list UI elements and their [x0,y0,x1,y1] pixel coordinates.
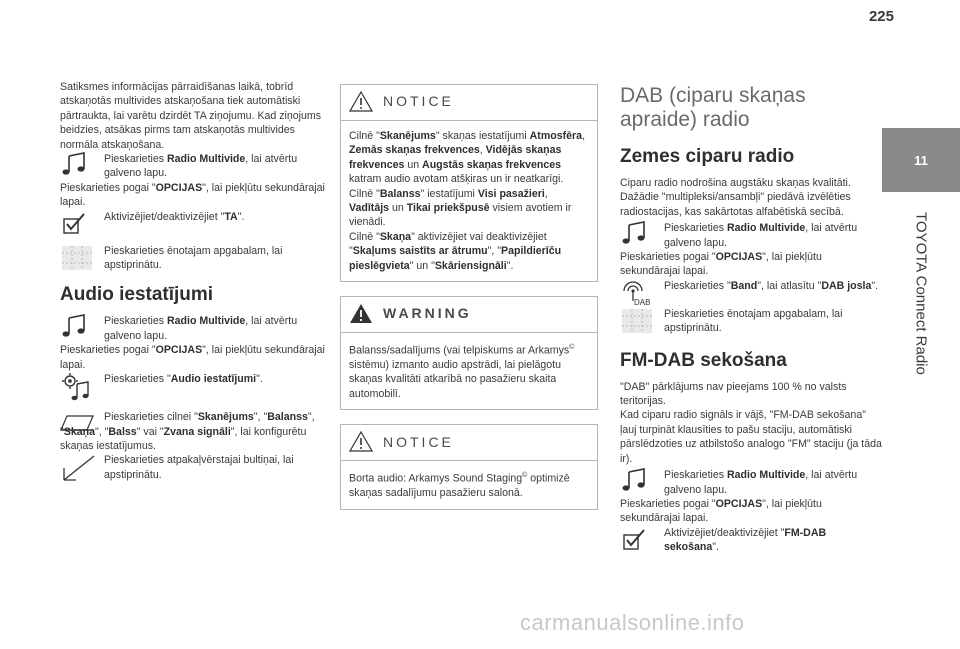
warning-triangle-filled-icon [349,303,373,324]
step-dab-confirm: Pieskarieties ēnotajam apgabalam, lai apstiprinātu. [620,307,882,336]
step-fm-radio-media: Pieskarieties Radio Multivide, lai atvērtu galveno lapu. [620,468,882,497]
column-3 [620,84,882,555]
heading-audio-settings: Audio iestatījumi [60,284,214,306]
notice-title: NOTICE [383,93,454,110]
notice-box-1 [340,84,598,282]
music-note-icon [60,314,90,340]
step-audio-options: Pieskarieties pogai "OPCIJAS", lai piekļūtu sekundārajai lapai. [60,344,325,371]
notice-box-2 [340,424,598,509]
warning-box [340,296,598,410]
notice-title: NOTICE [383,433,454,450]
shaded-area-icon [620,307,654,335]
gear-music-icon [60,372,92,402]
page-number: 225 [868,8,894,25]
terrestrial-intro-2: Dažādie "multipleksi/ansambļi" piedāvā izvēlēties radiostacijas, kas sakārtotas alfabētiskā secībā. [620,191,851,218]
step-confirm: Pieskarieties ēnotajam apgabalam, lai apstiprinātu. [60,244,328,273]
column-1 [60,80,328,482]
notice-2-text: Borta audio: Arkamys Sound Staging© optimizē skaņas sadalījumu pasažieru salonā. [349,472,570,500]
tab-icon [60,410,94,432]
step-fm-options: Pieskarieties pogai "OPCIJAS", lai piekļūtu sekundārajai lapai. [620,497,822,525]
step-audio-settings: Pieskarieties "Audio iestatījumi". [60,372,328,404]
dab-broadcast-icon [620,279,654,307]
shaded-area-icon [60,244,94,272]
heading-fm-dab: FM-DAB sekošana [620,349,787,371]
notice-1-text: Cilnē "Skanējums" skaņas iestatījumi Atmosfēra, Zemās skaņas frekvences, Vidējās skaņas frekvences un Augstās skaņas frekvences katram audio avotam atšķiras un ir neatkarīgi. Cilnē "Balanss" iestatījumi Visi pasažieri, Vadītājs un Tikai priekšpusē visiem avotiem ir vienādi. Cilnē "Skaņa" aktivizējiet vai deaktivizējiet "Skaļums saistīts ar ātrumu", "Papildierīču pieslēgvieta" un "Skāriensignāli". [349,130,586,272]
music-note-icon [620,221,650,247]
back-arrow-icon [60,453,96,483]
watermark: carmanualsonline.info [520,610,745,635]
step-audio-radio-media: Pieskarieties Radio Multivide, lai atvērtu galveno lapu. [60,314,328,343]
step-radio-media: Pieskarieties Radio Multivide, lai atvērtu galveno lapu. [60,152,328,181]
heading-terrestrial: Zemes ciparu radio [620,146,795,167]
chapter-label: TOYOTA Connect Radio [912,212,930,375]
step-tabs: Pieskarieties cilnei "Skanējums", "Balanss", "Skaņa", "Balss" vai "Zvana signāli", lai konfigurētu skaņas iestatījumus. [60,411,315,452]
warning-title: WARNING [383,305,472,322]
warning-text: Balanss/sadalījums (vai telpiskums ar Arkamys© sistēmu) izmanto audio apstrādi, lai pielāgotu skaņas kvalitāti atkarībā no pasažieru skaita automobilī. [349,344,575,400]
step-dab-band: DAB Pieskarieties "Band", lai atlasītu "DAB josla". [620,279,882,307]
step-dab-radio-media: Pieskarieties Radio Multivide, lai atvērtu galveno lapu. [620,221,882,250]
fm-intro-2: Kad ciparu radio signāls ir vājš, "FM-DAB sekošana" ļauj turpināt klausīties to pašu staciju, automātiski pārslēdzoties uz atbilstošo analogo "FM" staciju (ja tāda ir). [620,409,882,465]
music-note-icon [620,468,650,494]
step-dab-options: Pieskarieties pogai "OPCIJAS", lai piekļūtu sekundārajai lapai. [620,251,822,278]
checkbox-check-icon [620,526,650,552]
fm-intro-1: "DAB" pārklājums nav pieejams 100 % no valsts teritorijas. [620,380,847,408]
column-2 [340,84,598,524]
warning-triangle-icon [349,91,373,112]
step-fm-toggle: Aktivizējiet/deaktivizējiet "FM-DAB sekošana". [620,526,882,555]
intro-paragraph: Satiksmes informācijas pārraidīšanas laikā, tobrīd atskaņotās multivides atskaņošana tiek automātiski pārtraukta, lai varētu dzirdēt TA ziņojumu. Kad ziņojums beidzies, atsākas pirms tam atskaņotās multivides normāla atskaņošana. [60,81,322,151]
music-note-icon [60,152,90,178]
warning-triangle-icon [349,431,373,452]
step-back: Pieskarieties atpakaļvērstajai bultiņai, lai apstiprinātu. [60,453,328,482]
step-ta-toggle: Aktivizējiet/deaktivizējiet "TA". [60,210,328,240]
checkbox-check-icon [60,210,90,236]
section-title-dab: DAB (ciparu skaņas apraide) radio [620,84,806,131]
chapter-tab: 11 [882,128,960,192]
step-options: Pieskarieties pogai "OPCIJAS", lai piekļūtu sekundārajai lapai. [60,181,325,209]
terrestrial-intro-1: Ciparu radio nodrošina augstāku skaņas kvalitāti. [620,177,851,189]
svg-text:DAB: DAB [634,297,651,307]
